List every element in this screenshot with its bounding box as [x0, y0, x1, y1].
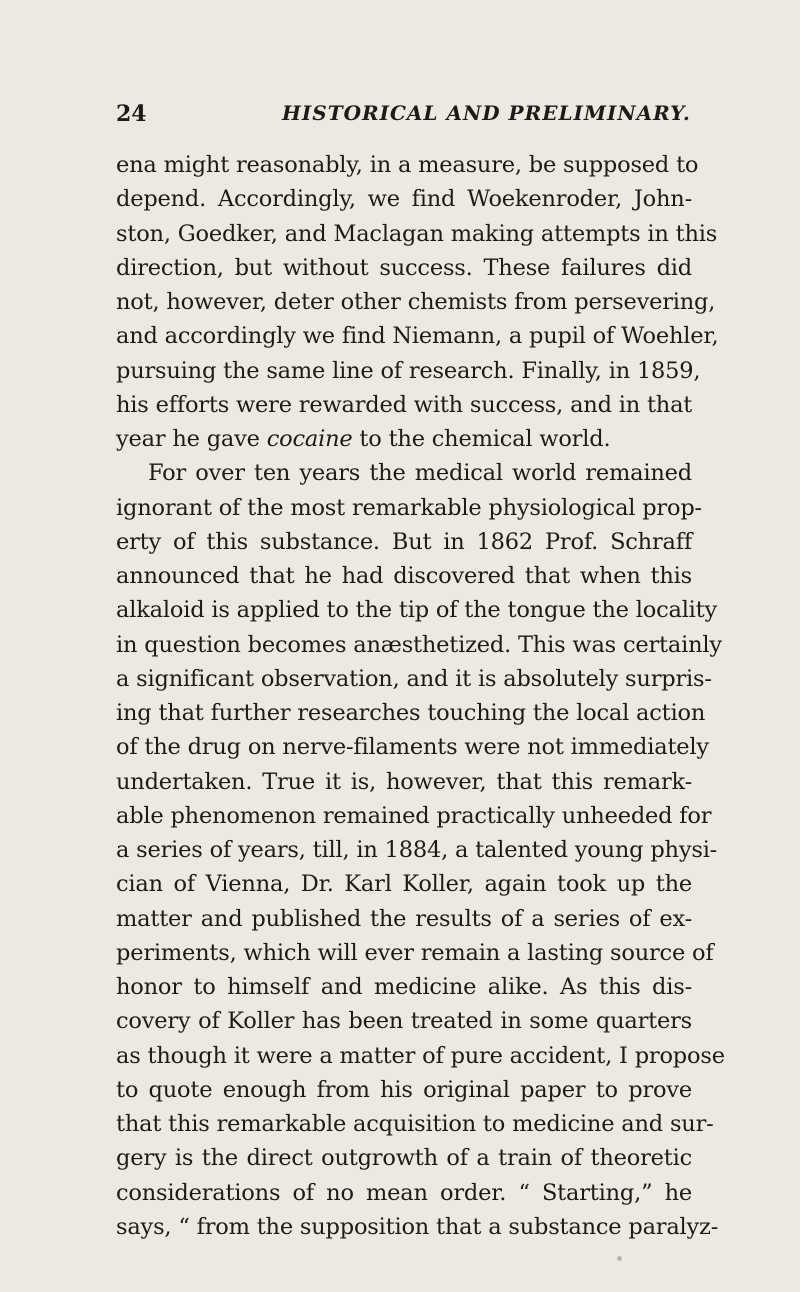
text-line: announced that he had discovered that when this — [116, 563, 692, 589]
text-line — [116, 422, 692, 456]
text-segment: to the chemical world. — [352, 426, 611, 452]
text-line: that this remarkable acquisition to medicine and sur- — [116, 1111, 714, 1137]
text-line: able phenomenon remained practically unheeded for — [116, 802, 712, 829]
text-line: direction, but without success. These failures did — [116, 254, 692, 281]
text-line: gery is the direct outgrowth of a train of theoretic — [116, 1145, 692, 1172]
text-line: considerations of no mean order. “ Starting,” he — [116, 1179, 692, 1206]
text-line: his efforts were rewarded with success, and in that — [116, 391, 693, 418]
text-line: a series of years, till, in 1884, a talented young physi- — [116, 837, 718, 863]
text-line: to quote enough from his original paper to prove — [116, 1076, 692, 1103]
page-header — [0, 101, 800, 141]
text-line: ena might reasonably, in a measure, be supposed to — [116, 152, 699, 178]
text-segment: year he gave — [116, 426, 267, 452]
text-line: and accordingly we find Niemann, a pupil of Woehler, — [116, 323, 719, 350]
text-line: matter and published the results of a series of ex- — [116, 905, 692, 932]
text-line: depend. Accordingly, we find Woekenroder, John- — [116, 186, 692, 213]
text-line: says, “ from the supposition that a substance paralyz- — [116, 1213, 719, 1240]
text-line: undertaken. True it is, however, that this remark- — [116, 768, 692, 795]
text-line: periments, which will ever remain a lasting source of — [116, 939, 714, 966]
text-line: pursuing the same line of research. Finally, in 1859, — [116, 357, 701, 384]
paragraph-start-line: For over ten years the medical world remained — [148, 460, 692, 487]
text-line: ing that further researches touching the local action — [116, 700, 706, 726]
text-line: covery of Koller has been treated in some quarters — [116, 1008, 692, 1035]
text-line: a significant observation, and it is absolutely surpris- — [116, 665, 712, 692]
text-line: ignorant of the most remarkable physiological prop- — [116, 494, 702, 521]
page-number: 24 — [116, 101, 147, 127]
text-line: alkaloid is applied to the tip of the tongue the locality — [116, 597, 718, 624]
text-line: in question becomes anæsthetized. This was certainly — [116, 631, 722, 658]
text-line: not, however, deter other chemists from persevering, — [116, 289, 716, 315]
running-head: HISTORICAL AND PRELIMINARY. — [282, 101, 691, 125]
text-line: as though it were a matter of pure accident, I propose — [116, 1042, 725, 1069]
text-line: honor to himself and medicine alike. As this dis- — [116, 974, 692, 1000]
body-text — [116, 148, 725, 1244]
text-line: of the drug on nerve-filaments were not immediately — [116, 734, 709, 761]
italic-term: cocaine — [266, 426, 353, 452]
text-line: ston, Goedker, and Maclagan making attempts in this — [116, 220, 718, 247]
text-line: cian of Vienna, Dr. Karl Koller, again took up the — [116, 871, 692, 898]
paper-speck — [617, 1256, 622, 1261]
text-line: erty of this substance. But in 1862 Prof. Schraff — [116, 528, 692, 555]
